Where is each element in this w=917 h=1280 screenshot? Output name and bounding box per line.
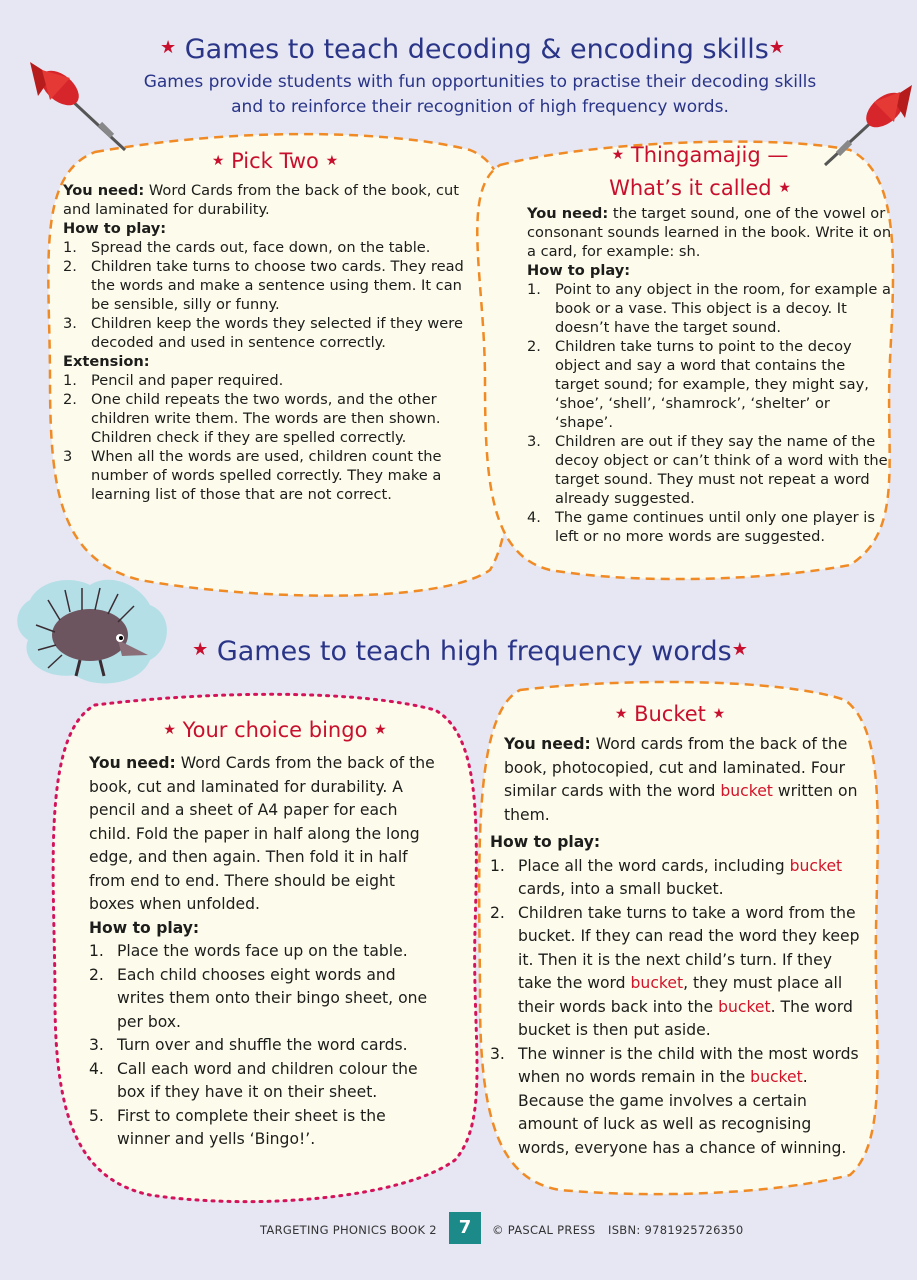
star-icon: ★	[768, 37, 785, 58]
list-item: 4. The game continues until only one player is left or no more words are suggested.	[527, 509, 875, 545]
list-item: 1. Place all the word cards, including bucket cards, into a small bucket.	[490, 856, 843, 898]
keyword-bucket: bucket	[750, 1068, 803, 1086]
footer-isbn: ISBN: 9781925726350	[608, 1223, 744, 1237]
star-icon: ★	[160, 37, 177, 58]
how-to-play-label: How to play:	[527, 262, 631, 279]
bucket-body: You need: Word cards from the back of the book, photocopied, cut and laminated. Four similar cards with the word bucket written on them. How to play: 1. Place all the word cards, including bucket cards, into a small bucket. 2. Children take turns to take a word from the bucket. If they can read the word they keep it. Then it is the next child’s turn. If they take the word bucket, they must place all their words back into the bucket. The word bucket is then put aside. 3. The winner is the child with the most words when no words remain in the bucket. Because the game involves a certain amount of luck as well as recognising words, everyone has a chance of winning.	[490, 733, 865, 1160]
thingamajig-steps	[527, 280, 892, 546]
section-decoding-title-text: Games to teach decoding & encoding skills	[184, 34, 769, 65]
section-hfw-title	[190, 636, 750, 667]
bucket-steps	[490, 855, 865, 1161]
star-icon: ★	[614, 706, 628, 722]
list-item: 2. Each child chooses eight words and writes them onto their bingo sheet, one per box.	[89, 965, 428, 1031]
list-item: 3. The winner is the child with the most words when no words remain in the bucket. Because the game involves a certain amount of luck as well as recognising words, everyone has a chance of winning.	[490, 1044, 859, 1157]
dart-right-icon	[825, 85, 912, 165]
list-item: 2. Children take turns to choose two cards. They read the words and make a sentence using them. It can be sensible, silly or funny.	[63, 258, 464, 313]
keyword-bucket: bucket	[630, 974, 684, 992]
echidna-illustration-icon	[17, 580, 167, 684]
section-hfw-title-text: Games to teach high frequency words	[216, 636, 732, 667]
list-item: 1. Place the words face up on the table.	[89, 942, 408, 960]
you-need-label: You need:	[63, 182, 145, 199]
list-item: 4. Call each word and children colour the box if they have it on their sheet.	[89, 1059, 418, 1101]
star-icon: ★	[374, 722, 387, 738]
you-need-label: You need:	[504, 735, 591, 753]
footer-book-title: TARGETING PHONICS BOOK 2	[260, 1223, 437, 1237]
bucket-title-text: Bucket	[634, 702, 706, 726]
pick-two-title	[150, 148, 400, 174]
thingamajig-title-line1: Thingamajig —	[630, 143, 789, 167]
star-icon: ★	[163, 722, 176, 738]
footer-publisher: © PASCAL PRESS	[492, 1223, 596, 1237]
star-icon: ★	[211, 153, 225, 169]
how-to-play-label: How to play:	[89, 918, 200, 937]
list-item: 3. Turn over and shuffle the word cards.	[89, 1036, 408, 1054]
list-item: 3. Children keep the words they selected if they were decoded and used in sentence correctly.	[63, 315, 463, 351]
star-icon: ★	[192, 639, 209, 660]
bingo-steps	[89, 940, 441, 1152]
star-icon: ★	[712, 706, 726, 722]
section-decoding-intro: Games provide students with fun opportunities to practise their decoding skills and to reinforce their recognition of high frequency words.	[143, 72, 817, 117]
star-icon: ★	[611, 147, 625, 163]
list-item: 3. Children are out if they say the name of the decoy object or can’t think of a word with the target sound. They must not repeat a word already suggested.	[527, 433, 888, 507]
star-icon: ★	[731, 639, 748, 660]
list-item: 2. One child repeats the two words, and the other children write them. The words are then shown. Children check if they are spelled correctly.	[63, 391, 441, 446]
keyword-bucket: bucket	[720, 782, 773, 800]
you-need-text: Word Cards from the back of the book, cut and laminated for durability. A pencil and a sheet of A4 paper for each child. Fold the paper in half along the long edge, and then again. Then fold it in half from end to end. There should be eight boxes when unfolded.	[89, 754, 435, 913]
how-to-play-label: How to play:	[63, 220, 167, 237]
bingo-body	[89, 752, 441, 1152]
you-need-text: the target sound, one of the vowel or consonant sounds learned in the book. Write it on a card, for example: sh.	[527, 205, 892, 260]
pick-two-extension-steps	[63, 371, 468, 504]
list-item: 2. Children take turns to point to the decoy object and say a word that contains the target sound; for example, they might say, ‘shoe’, ‘shell’, ‘shamrock’, ‘shelter’ or ‘shape’.	[527, 338, 869, 431]
how-to-play-label: How to play:	[490, 833, 601, 851]
bucket-title	[580, 701, 760, 727]
pick-two-steps	[63, 238, 468, 352]
list-item: 1. Pencil and paper required.	[63, 372, 284, 389]
bingo-title	[130, 717, 420, 743]
star-icon: ★	[325, 153, 339, 169]
section-decoding-title	[160, 34, 785, 65]
list-item: 5. First to complete their sheet is the winner and yells ‘Bingo!’.	[89, 1106, 386, 1148]
list-item: 2. Children take turns to take a word from the bucket. If they can read the word they keep it. Then it is the next child’s turn. If they take the word bucket, they must place all their words back into the bucket. The word bucket is then put aside.	[490, 903, 860, 1039]
extension-label: Extension:	[63, 353, 150, 370]
thingamajig-title	[570, 142, 830, 201]
you-need-label: You need:	[89, 754, 176, 772]
list-item: 3 When all the words are used, children count the number of words spelled correctly. They make a learning list of those that are not correct.	[63, 448, 442, 503]
pick-two-body	[63, 181, 468, 504]
you-need-label: You need:	[527, 205, 609, 222]
list-item: 1. Point to any object in the room, for example a book or a vase. This object is a decoy. It doesn’t have the target sound.	[527, 281, 891, 336]
you-need-text: Word Cards from the back of the book, cut and laminated for durability.	[63, 182, 460, 218]
dart-left-icon	[30, 62, 125, 150]
star-icon: ★	[778, 180, 791, 196]
pick-two-title-text: Pick Two	[231, 149, 319, 173]
thingamajig-title-line2: What’s it called	[609, 176, 772, 200]
page-number: 7	[449, 1212, 481, 1244]
bingo-title-text: Your choice bingo	[182, 718, 368, 742]
list-item: 1. Spread the cards out, face down, on the table.	[63, 239, 431, 256]
keyword-bucket: bucket	[718, 997, 771, 1016]
thingamajig-body	[527, 204, 892, 546]
keyword-bucket: bucket	[789, 856, 843, 875]
